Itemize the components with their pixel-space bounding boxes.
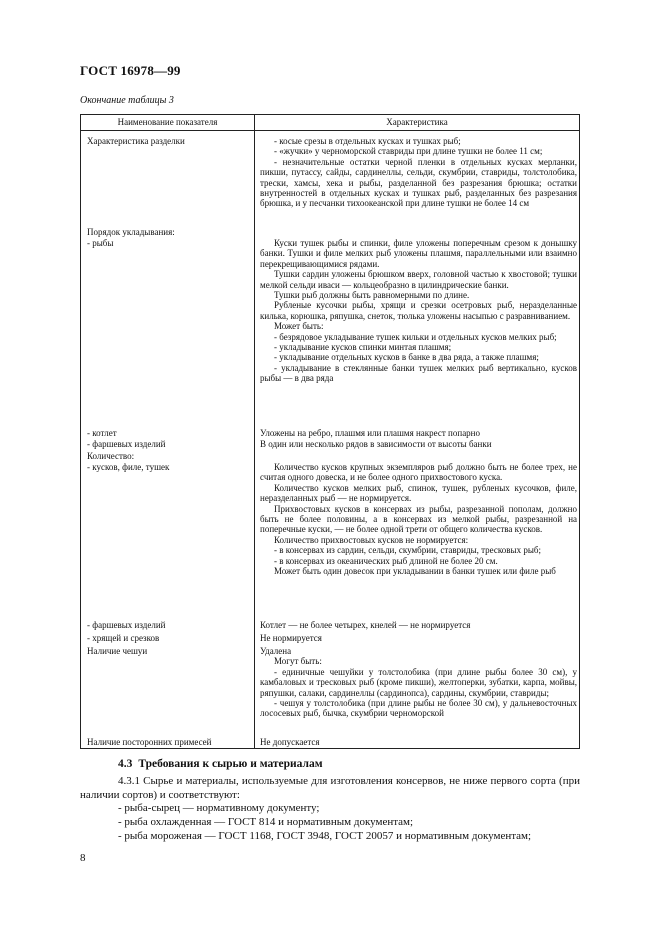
text-line: Количество кусков крупных экземпляров рыб должно быть не более трех, не считая одного довеска, и не более одного прихвостового куска. (260, 462, 577, 483)
table-3 (80, 114, 580, 749)
text-line: Может быть: (274, 321, 324, 332)
text-line: Прихвостовых кусков в консервах из рыбы, разрезанной пополам, должно быть не более половины, а в консервах из мелкой рыбы, разрезанной на поперечные куски, — не более одной трети от общего количества кусков. (260, 503, 577, 535)
cell-cutlets: Уложены на ребро, плашмя или плашмя накрест попарно (260, 428, 480, 438)
row-label-scales: Наличие чешуи (87, 646, 148, 656)
text-line: - незначительные остатки черной пленки в отдельных кусках мерланки, пикши, путассу, сайды, сардинеллы, сельди, скумбрии, ставриды, толстолобика, трески, хамсы, хека и рыбы, разделанной без разрезания брюшка; остатки внутренностей в отдельных кусках и тушках рыб, разделанных без разрезания брюшка, и у песчанки тихоокеанской при длине тушки не более 14 см (260, 156, 577, 209)
text-line: - укладывание кусков спинки минтая плашмя; (274, 342, 452, 353)
table-caption: Окончание таблицы 3 (80, 95, 174, 106)
text-line: Количество прихвостовых кусков не нормируется: (274, 534, 469, 545)
text-line: Тушки сардин уложены брюшком вверх, головной частью к хвостовой; тушки мелкой сельди иваси — кольцеобразно в цилиндрические банки. (260, 269, 577, 290)
text-line: - укладывание отдельных кусков в банке в два ряда, а также плашмя; (274, 352, 539, 363)
section-title: Требования к сырью и материалам (138, 758, 323, 770)
section-heading (118, 758, 323, 770)
text-line: Удалена (260, 646, 292, 656)
text-line: - в консервах из океанических рыб длиной не более 20 см. (274, 555, 498, 566)
text-line: Могут быть: (274, 656, 322, 667)
text-line: - в консервах из сардин, сельди, скумбрии, ставриды, тресковых рыб; (274, 545, 541, 556)
row-label-cutting: Характеристика разделки (87, 136, 185, 146)
column-header-indicator: Наименование показателя (117, 117, 218, 127)
text-line: Куски тушек рыбы и спинки, филе уложены поперечным срезом к донышку банки. Тушки и филе мелких рыб уложены плашмя, параллельными или взаимно перекрещивающимися рядами. (260, 238, 577, 269)
text-line: - единичные чешуйки у толстолобика (при длине рыбы более 30 см), у камбаловых и тресковых рыб (кроме пикши), желтоперки, зубатки, карпа, мойвы, ряпушки, салаки, сардинеллы (сардинопса), сардины, скумбрии, ставриды; (260, 666, 577, 698)
paragraph-4-3-1: 4.3.1 Сырье и материалы, используемые для изготовления консервов, не ниже первого сорта (при наличии сортов) и соответствуют: (80, 775, 580, 801)
cell-minced-products: В один или несколько рядов в зависимости от высоты банки (260, 439, 492, 449)
cell-fish-packing (260, 238, 577, 384)
column-header-characteristic: Характеристика (386, 117, 448, 127)
row-label-fish: - рыбы (87, 238, 114, 248)
section-number: 4.3 (118, 758, 133, 770)
page-number: 8 (80, 852, 86, 864)
row-label-impurities: Наличие посторонних примесей (87, 737, 212, 747)
row-label-packing-order: Порядок укладывания: (87, 227, 175, 237)
row-label-minced-products: - фаршевых изделий (87, 439, 166, 449)
text-line: - чешуя у толстолобика (при длине рыбы не более 30 см), у дальневосточных лососевых рыб, бычка, скумбрии черноморской (260, 698, 577, 719)
text-line: - косые срезы в отдельных кусках и тушках рыб; (274, 136, 461, 146)
text-line: - «жучки» у черноморской ставриды при длине тушки не более 11 см; (274, 146, 543, 157)
cell-cutting (260, 136, 577, 209)
document-title: ГОСТ 16978—99 (80, 63, 181, 78)
list-item: - рыба-сырец — нормативному документу; (118, 802, 320, 814)
cell-impurities: Не допускается (260, 737, 320, 747)
header-divider (81, 130, 579, 131)
text-line: Количество кусков мелких рыб, спинок, тушек, рубленых кусочков, филе, неразделанных рыб — не нормируется. (260, 482, 577, 504)
cell-quantity-pieces (260, 462, 577, 576)
row-label-cartilage: - хрящей и срезков (87, 633, 160, 643)
text-line: Тушки рыб должны быть равномерными по длине. (274, 290, 470, 301)
row-label-cutlets: - котлет (87, 428, 117, 438)
row-label-quantity: Количество: (87, 451, 135, 461)
cell-scales (260, 646, 577, 719)
text-line: - безрядовое укладывание тушек кильки и отдельных кусков мелких рыб; (274, 331, 557, 342)
row-label-pieces: - кусков, филе, тушек (87, 462, 170, 472)
text-line: Может быть один довесок при укладывании в банки тушек или филе рыб (274, 566, 556, 577)
cell-cartilage: Не нормируется (260, 633, 322, 643)
cell-minced-count: Котлет — не более четырех, кнелей — не нормируется (260, 620, 471, 630)
column-divider (254, 115, 255, 748)
text-line: Рубленые кусочки рыбы, хрящи и срезки осетровых рыб, неразделанные килька, корюшка, ряпушка, снеток, тюлька уложены насыпью с разравниванием. (260, 300, 577, 321)
row-label-minced-count: - фаршевых изделий (87, 620, 166, 630)
text-line: - укладывание в стеклянные банки тушек мелких рыб вертикально, кусков рыбы — в два ряда (260, 362, 577, 384)
list-item: - рыба мороженая — ГОСТ 1168, ГОСТ 3948, ГОСТ 20057 и нормативным документам; (118, 830, 532, 842)
list-item: - рыба охлажденная — ГОСТ 814 и нормативным документам; (118, 816, 414, 828)
